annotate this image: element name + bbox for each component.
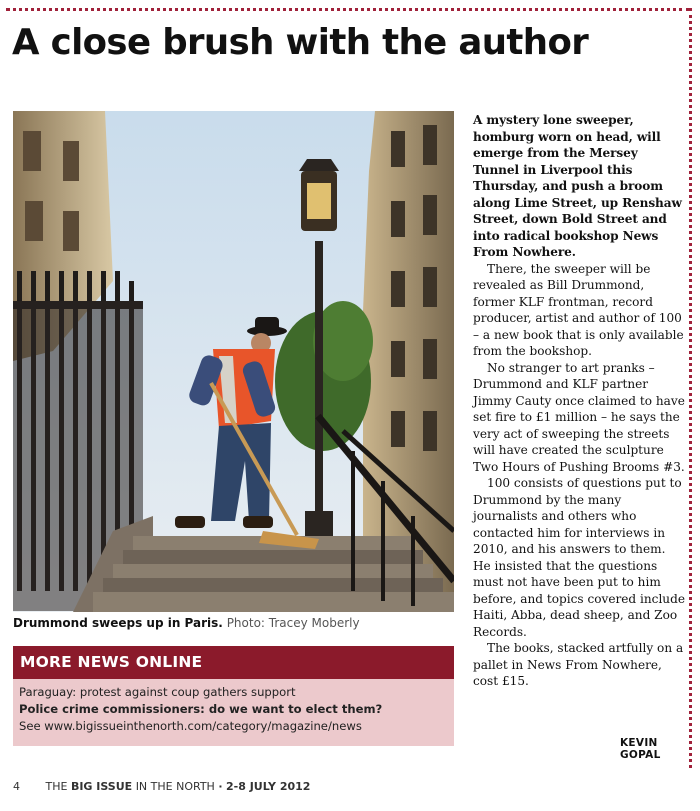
- article-paragraph: The books, stacked artfully on a pallet in News From Nowhere, cost £15.: [473, 641, 684, 688]
- photo-caption: [13, 616, 360, 630]
- more-news-box: [13, 646, 454, 746]
- news-item-police[interactable]: Police crime commissioners: do we want to elect them?: [19, 702, 383, 716]
- page-footer: [13, 780, 310, 793]
- caption-credit: Photo: Tracey Moberly: [226, 616, 360, 630]
- news-item-paraguay[interactable]: Paraguay: protest against coup gathers support: [19, 685, 296, 699]
- more-news-list: [13, 679, 454, 746]
- top-dotted-border: [6, 8, 690, 11]
- news-item-link[interactable]: See www.bigissueinthenorth.com/category/magazine/news: [19, 719, 362, 733]
- photo-sweeper-paris-icon: [13, 111, 454, 612]
- caption-main: Drummond sweeps up in Paris.: [13, 616, 223, 630]
- footer-the: THE: [45, 780, 68, 793]
- footer-big-issue: BIG ISSUE: [70, 780, 133, 793]
- more-news-title: MORE NEWS ONLINE: [13, 646, 454, 679]
- article-paragraph: No stranger to art pranks – Drummond and KLF partner Jimmy Cauty once claimed to have set fire to £1 million – he says the very act of sweeping the streets will have created the sculpture Two Hours of Pushing Brooms #3.: [473, 360, 685, 474]
- headline: A close brush with the author: [12, 22, 589, 63]
- footer-in-the-north: IN THE NORTH: [135, 780, 215, 793]
- article-lead: A mystery lone sweeper, homburg worn on head, will emerge from the Mersey Tunnel in Liverpool this Thursday, and push a broom along Lime Street, up Renshaw Street, down Bold Street and into radical bookshop News From Nowhere.: [473, 113, 682, 259]
- article-paragraph: 100 consists of questions put to Drummond by the many journalists and others who contacted him for interviews in 2010, and his answers to them. He insisted that the questions must not have been put to him before, and topics covered include Haiti, Abba, dead sheep, and Zoo Records.: [473, 476, 685, 639]
- footer-date: 2-8 JULY 2012: [226, 780, 311, 793]
- article-photo: [13, 111, 454, 612]
- page-number: 4: [13, 780, 20, 793]
- article-paragraph: There, the sweeper will be revealed as Bill Drummond, former KLF frontman, record producer, artist and author of 100 – a new book that is only available from the bookshop.: [473, 261, 684, 358]
- article-body: [473, 112, 685, 690]
- footer-separator: ·: [218, 780, 223, 793]
- byline: KEVIN GOPAL: [620, 737, 661, 761]
- right-dotted-border: [689, 8, 692, 768]
